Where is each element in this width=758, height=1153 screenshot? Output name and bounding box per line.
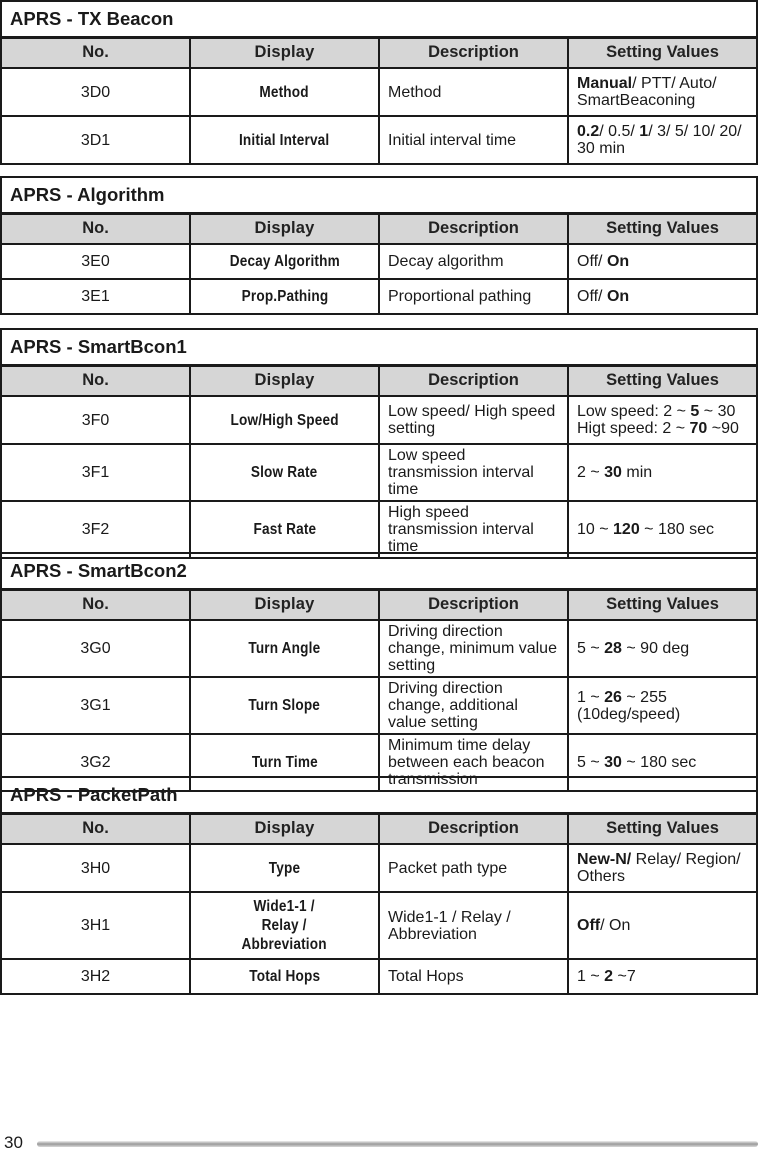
value-text: Relay/ Region/ Others [577, 851, 741, 885]
value-text: / On [600, 917, 631, 934]
default-value: 1 [639, 123, 649, 140]
menu-number: 3F2 [1, 501, 190, 558]
default-value: 70 [689, 420, 708, 437]
default-value: 120 [613, 521, 640, 538]
default-value: 28 [604, 640, 622, 657]
section-title: APRS - PacketPath [1, 777, 757, 813]
menu-number: 3D1 [1, 116, 190, 164]
setting-values [568, 244, 757, 279]
description: Decay algorithm [379, 244, 568, 279]
description: Initial interval time [379, 116, 568, 164]
table-row [1, 116, 757, 164]
value-text: Off/ [577, 288, 607, 305]
table-row [1, 677, 757, 734]
display-name: Prop.Pathing [190, 279, 379, 314]
menu-number: 3F0 [1, 396, 190, 444]
description: Total Hops [379, 959, 568, 994]
table-row [1, 959, 757, 994]
section-smartbcon2 [0, 552, 758, 792]
settings-table [0, 0, 758, 165]
header-setting-values: Setting Values [568, 365, 757, 396]
value-text: / 0.5/ [599, 123, 640, 140]
header-display: Display [190, 589, 379, 620]
display-name: Type [190, 844, 379, 892]
setting-values [568, 677, 757, 734]
value-text: / PTT/ Auto/ SmartBeaconing [577, 75, 717, 109]
display-name: Initial Interval [190, 116, 379, 164]
description: Wide1-1 / Relay / Abbreviation [379, 892, 568, 959]
description: Low speed transmission interval time [379, 444, 568, 501]
description: Minimum time delay between each beacon transmission [379, 734, 568, 791]
header-description: Description [379, 589, 568, 620]
default-value: 30 [604, 464, 622, 481]
table-row [1, 279, 757, 314]
setting-values [568, 116, 757, 164]
default-value: On [606, 253, 630, 270]
description: Packet path type [379, 844, 568, 892]
header-no: No. [1, 37, 190, 68]
section-title: APRS - SmartBcon2 [1, 553, 757, 589]
description: High speed transmission interval time [379, 501, 568, 558]
table-row [1, 844, 757, 892]
value-text: Higt speed: 2 ~ [577, 420, 690, 437]
header-setting-values: Setting Values [568, 589, 757, 620]
section-packetpath [0, 776, 758, 995]
menu-number: 3H0 [1, 844, 190, 892]
display-name: Low/High Speed [190, 396, 379, 444]
table-row [1, 620, 757, 677]
display-name: Turn Angle [190, 620, 379, 677]
display-name: Method [190, 68, 379, 116]
header-display: Display [190, 813, 379, 844]
header-setting-values: Setting Values [568, 813, 757, 844]
section-title: APRS - SmartBcon1 [1, 329, 757, 365]
setting-values [568, 68, 757, 116]
setting-values [568, 620, 757, 677]
setting-values [568, 959, 757, 994]
default-value: Off [577, 917, 601, 934]
value-text: 1 ~ [577, 688, 605, 706]
header-display: Display [190, 37, 379, 68]
value-text: 5 ~ [577, 754, 605, 771]
value-text: ~7 [613, 968, 636, 985]
table-row [1, 444, 757, 501]
display-name: Wide1-1 / Relay / Abbreviation [190, 892, 379, 959]
setting-values [568, 892, 757, 959]
value-text: Off/ [577, 253, 607, 270]
page-number: 30 [4, 1133, 23, 1152]
header-description: Description [379, 365, 568, 396]
table-row [1, 244, 757, 279]
section-smartbcon1 [0, 328, 758, 559]
display-name: Total Hops [190, 959, 379, 994]
menu-number: 3G1 [1, 677, 190, 734]
section-title: APRS - TX Beacon [1, 1, 757, 37]
header-description: Description [379, 37, 568, 68]
value-text: ~ 255 (10deg/speed) [577, 688, 681, 723]
table-row [1, 892, 757, 959]
setting-values [568, 279, 757, 314]
display-name: Fast Rate [190, 501, 379, 558]
header-display: Display [190, 365, 379, 396]
default-value: 5 [690, 403, 700, 420]
header-setting-values: Setting Values [568, 37, 757, 68]
header-display: Display [190, 213, 379, 244]
default-value: Manual [577, 75, 633, 92]
menu-number: 3G0 [1, 620, 190, 677]
value-text: ~ 30 [699, 403, 736, 420]
value-text: 2 ~ [577, 464, 605, 481]
default-value: 30 [604, 754, 622, 771]
description: Driving direction change, minimum value setting [379, 620, 568, 677]
table-row [1, 68, 757, 116]
description: Driving direction change, additional value setting [379, 677, 568, 734]
value-text: ~ 180 sec [621, 754, 697, 771]
settings-table [0, 552, 758, 792]
header-no: No. [1, 365, 190, 396]
value-text: 5 ~ [577, 640, 605, 657]
table-row [1, 501, 757, 558]
setting-values [568, 396, 757, 444]
default-value: On [606, 288, 630, 305]
value-text: ~ 90 deg [621, 640, 690, 657]
display-name: Turn Time [190, 734, 379, 791]
menu-number: 3H1 [1, 892, 190, 959]
header-description: Description [379, 813, 568, 844]
header-setting-values: Setting Values [568, 213, 757, 244]
setting-values [568, 501, 757, 558]
description: Low speed/ High speed setting [379, 396, 568, 444]
default-value: 2 [604, 968, 614, 985]
value-text: 1 ~ [577, 968, 605, 985]
settings-table [0, 328, 758, 559]
header-no: No. [1, 589, 190, 620]
footer-rule [37, 1141, 758, 1147]
menu-number: 3F1 [1, 444, 190, 501]
menu-number: 3E1 [1, 279, 190, 314]
menu-number: 3G2 [1, 734, 190, 791]
menu-number: 3D0 [1, 68, 190, 116]
description: Proportional pathing [379, 279, 568, 314]
value-text: 10 ~ [577, 521, 614, 538]
section-title: APRS - Algorithm [1, 177, 757, 213]
settings-table [0, 176, 758, 315]
default-value: 0.2 [577, 123, 600, 140]
header-no: No. [1, 213, 190, 244]
section-algorithm [0, 176, 758, 315]
description: Method [379, 68, 568, 116]
table-row [1, 396, 757, 444]
value-text: Low speed: 2 ~ [577, 403, 691, 420]
menu-number: 3H2 [1, 959, 190, 994]
value-text: ~ 180 sec [639, 521, 715, 538]
value-text: / 3/ 5/ 10/ 20/ 30 min [577, 123, 742, 157]
header-no: No. [1, 813, 190, 844]
value-text: min [621, 464, 653, 481]
value-text: ~90 [707, 420, 739, 437]
display-name: Decay Algorithm [190, 244, 379, 279]
header-description: Description [379, 213, 568, 244]
display-name: Turn Slope [190, 677, 379, 734]
default-value: New-N/ [577, 851, 632, 868]
setting-values [568, 844, 757, 892]
menu-number: 3E0 [1, 244, 190, 279]
display-name: Slow Rate [190, 444, 379, 501]
section-tx-beacon [0, 0, 758, 165]
settings-table [0, 776, 758, 995]
default-value: 26 [604, 688, 622, 706]
setting-values [568, 444, 757, 501]
